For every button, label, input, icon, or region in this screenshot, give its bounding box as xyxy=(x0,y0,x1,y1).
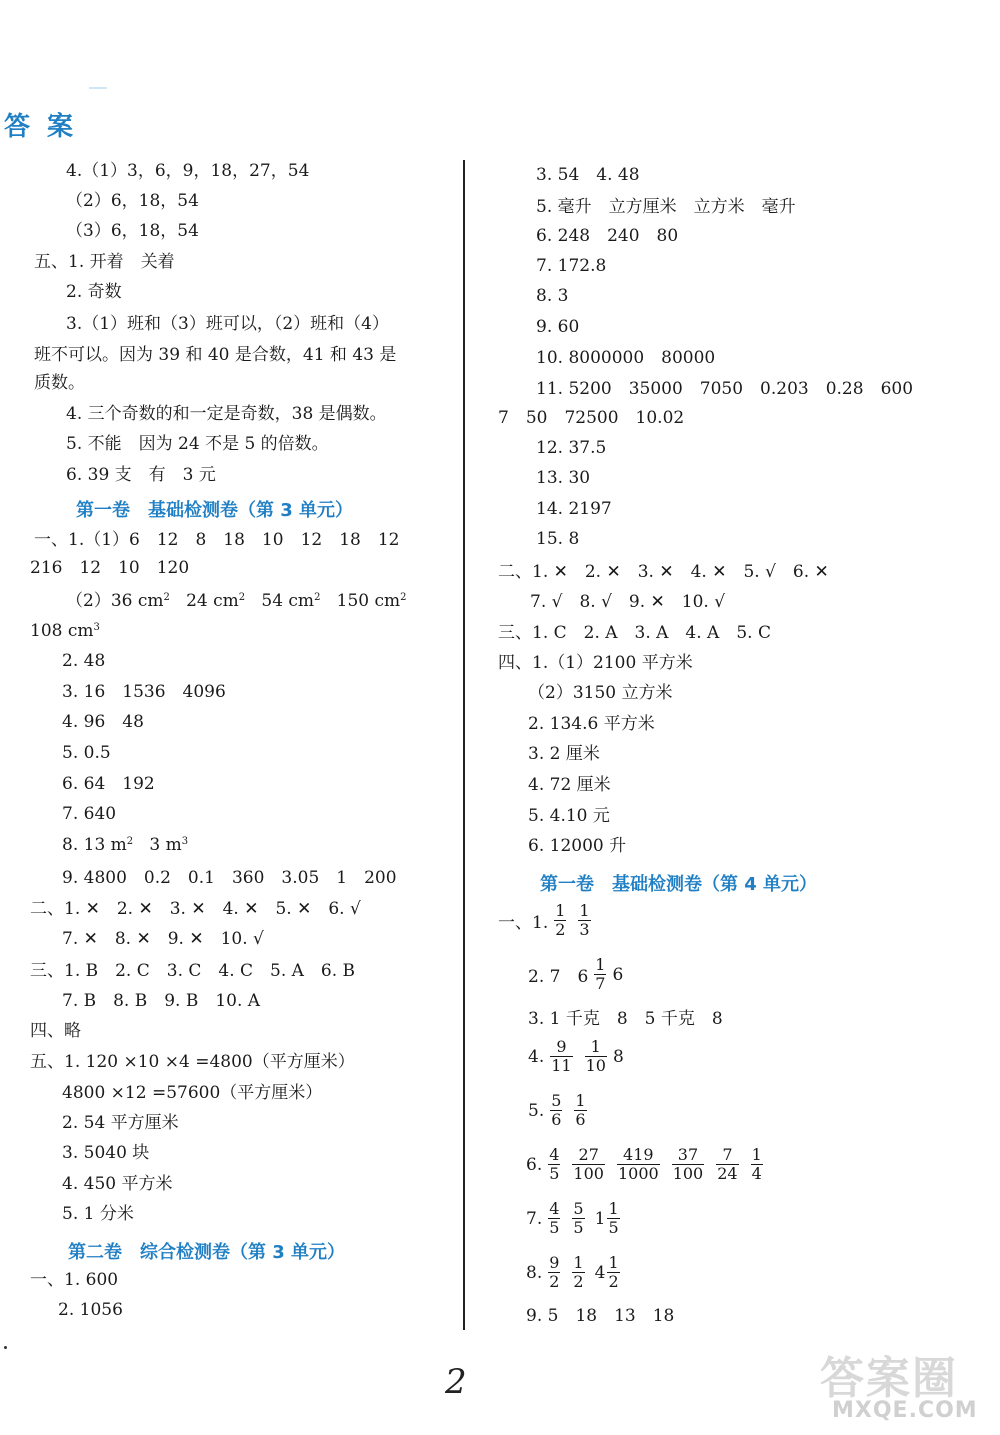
answer-line: 5. 不能 因为 24 不是 5 的倍数。 xyxy=(66,434,329,454)
answer-line: 3. 2 厘米 xyxy=(528,744,600,764)
answer-line: 4. 96 48 xyxy=(62,712,144,732)
answer-line: （2）6，18，54 xyxy=(66,191,199,211)
fraction: 1 3 xyxy=(579,901,590,939)
answer-line: 108 $cm^3$ xyxy=(30,621,100,641)
answer-line: 7 50 72500 10.02 xyxy=(498,408,685,428)
column-divider xyxy=(463,160,465,1330)
answer-line: （2）36 $cm^2$ 24 $cm^2$ 54 $cm^2$ 150 $cm^2$ xyxy=(66,591,407,611)
answer-line: 9. 5 18 13 18 xyxy=(526,1306,675,1326)
answer-line: 8. 13 $m^2$ 3 $m^3$ xyxy=(62,835,189,855)
answer-line: 6. 39 支 有 3 元 xyxy=(66,465,216,485)
fraction-answer-line: 一、1. 1 2 1 3 xyxy=(498,901,590,939)
answer-line: 5. 0.5 xyxy=(62,743,111,763)
answer-line: 13. 30 xyxy=(536,468,591,488)
section-heading: 第二卷 综合检测卷（第 3 单元） xyxy=(68,1242,346,1263)
fraction: 7 24 xyxy=(717,1145,738,1183)
answer-line: 3. 54 4. 48 xyxy=(536,165,640,185)
watermark-text: 答案圈 xyxy=(820,1353,958,1404)
answer-line: 4. 三个奇数的和一定是奇数，38 是偶数。 xyxy=(66,404,387,424)
answer-line: 2. 54 平方厘米 xyxy=(62,1113,179,1133)
fraction: 4 5 xyxy=(549,1199,560,1237)
answer-line: 一、1.（1）6 12 8 18 10 12 18 12 xyxy=(34,530,400,550)
decorative-mark xyxy=(89,87,107,89)
fraction-answer-line: 2. 7 6 1 7 6 xyxy=(528,955,624,993)
answer-line: 五、1. 120 ×10 ×4 =4800（平方厘米） xyxy=(30,1052,355,1072)
answer-line: 6. 248 240 80 xyxy=(536,226,679,246)
fraction: 419 1000 xyxy=(617,1145,659,1183)
answer-line: 5. 1 分米 xyxy=(62,1204,134,1224)
answer-line: 三、1. B 2. C 3. C 4. C 5. A 6. B xyxy=(30,961,356,981)
answer-line: 4. 72 厘米 xyxy=(528,775,611,795)
watermark-url: MXQE.COM xyxy=(832,1398,978,1423)
answer-line: 二、1. ✕ 2. ✕ 3. ✕ 4. ✕ 5. ✕ 6. √ xyxy=(30,899,361,919)
answer-line: 一、1. 600 xyxy=(30,1270,119,1290)
watermark-logo xyxy=(820,1342,996,1432)
answer-line: 7. 640 xyxy=(62,804,117,824)
answer-line: 9. 60 xyxy=(536,317,580,337)
answer-line: 14. 2197 xyxy=(536,499,612,519)
answer-line: 216 12 10 120 xyxy=(30,558,190,578)
fraction: 37 100 xyxy=(672,1145,704,1183)
fraction-answer-line: 8. 9 2 1 2 4 1 2 xyxy=(526,1253,619,1291)
fraction-answer-line: 5. 5 6 1 6 xyxy=(528,1091,586,1129)
answer-line: 五、1. 开着 关着 xyxy=(34,252,175,272)
answer-line: 6. 12000 升 xyxy=(528,836,627,856)
section-heading: 第一卷 基础检测卷（第 4 单元） xyxy=(540,874,818,895)
answer-line: 12. 37.5 xyxy=(536,438,607,458)
answer-line: 2. 48 xyxy=(62,651,106,671)
answer-line: 10. 8000000 80000 xyxy=(536,348,716,368)
fraction: 9 2 xyxy=(549,1253,560,1291)
answer-line: 质数。 xyxy=(34,373,85,393)
fraction: 1 4 xyxy=(751,1145,762,1183)
answer-line: （2）3150 立方米 xyxy=(528,683,673,703)
section-heading: 第一卷 基础检测卷（第 3 单元） xyxy=(76,500,354,521)
answer-line: 3. 1 千克 8 5 千克 8 xyxy=(528,1009,723,1029)
fraction: 1 10 xyxy=(585,1037,606,1075)
answer-line: 四、略 xyxy=(30,1021,81,1041)
fraction: 5 6 xyxy=(551,1091,562,1129)
fraction: 9 11 xyxy=(551,1037,572,1075)
answer-line: 2. 1056 xyxy=(58,1300,123,1320)
fraction: 5 5 xyxy=(573,1199,584,1237)
answer-line: 5. 4.10 元 xyxy=(528,806,610,826)
answer-line: 5. 毫升 立方厘米 立方米 毫升 xyxy=(536,197,796,217)
answer-line: 班不可以。因为 39 和 40 是合数，41 和 43 是 xyxy=(34,345,397,365)
page-number: 2 xyxy=(445,1362,467,1402)
answer-line: 3. 16 1536 4096 xyxy=(62,682,226,702)
fraction-answer-line: 6. 4 5 27 100 419 1000 37 100 7 24 1 4 xyxy=(526,1145,762,1183)
answer-line: 二、1. ✕ 2. ✕ 3. ✕ 4. ✕ 5. √ 6. ✕ xyxy=(498,562,829,582)
answer-line: 11. 5200 35000 7050 0.203 0.28 600 xyxy=(536,379,914,399)
answer-line: 7. B 8. B 9. B 10. A xyxy=(62,991,261,1011)
fraction-answer-line: 7. 4 5 5 5 1 1 5 xyxy=(526,1199,619,1237)
answer-line: 8. 3 xyxy=(536,286,569,306)
fraction: 1 6 xyxy=(575,1091,586,1129)
answer-line: 4.（1）3，6，9，18，27，54 xyxy=(66,161,310,181)
answer-line: 7. √ 8. √ 9. ✕ 10. √ xyxy=(530,592,726,612)
answer-line: 9. 4800 0.2 0.1 360 3.05 1 200 xyxy=(62,868,397,888)
answer-line: 3.（1）班和（3）班可以，（2）班和（4） xyxy=(66,314,389,334)
answer-line: 7. 172.8 xyxy=(536,256,607,276)
answer-line: （3）6，18，54 xyxy=(66,221,199,241)
page-title: 答 案 xyxy=(4,112,78,142)
answer-line: 四、1.（1）2100 平方米 xyxy=(498,653,693,673)
fraction-answer-line: 4. 9 11 1 10 8 xyxy=(528,1037,624,1075)
answer-line: 15. 8 xyxy=(536,529,580,549)
fraction: 1 2 xyxy=(608,1253,619,1291)
fraction: 1 2 xyxy=(555,901,566,939)
answer-line: 2. 奇数 xyxy=(66,282,122,302)
answer-line: 2. 134.6 平方米 xyxy=(528,714,655,734)
fraction: 1 5 xyxy=(608,1199,619,1237)
answer-line: 3. 5040 块 xyxy=(62,1143,150,1163)
stray-dot xyxy=(4,1346,7,1349)
answer-line: 7. ✕ 8. ✕ 9. ✕ 10. √ xyxy=(62,929,264,949)
answer-line: 4800 ×12 =57600（平方厘米） xyxy=(62,1083,323,1103)
fraction: 4 5 xyxy=(549,1145,560,1183)
answer-line: 三、1. C 2. A 3. A 4. A 5. C xyxy=(498,623,771,643)
fraction: 27 100 xyxy=(573,1145,604,1183)
fraction: 1 2 xyxy=(573,1253,584,1291)
answer-line: 6. 64 192 xyxy=(62,774,155,794)
answer-line: 4. 450 平方米 xyxy=(62,1174,173,1194)
fraction: 1 7 xyxy=(595,955,606,993)
